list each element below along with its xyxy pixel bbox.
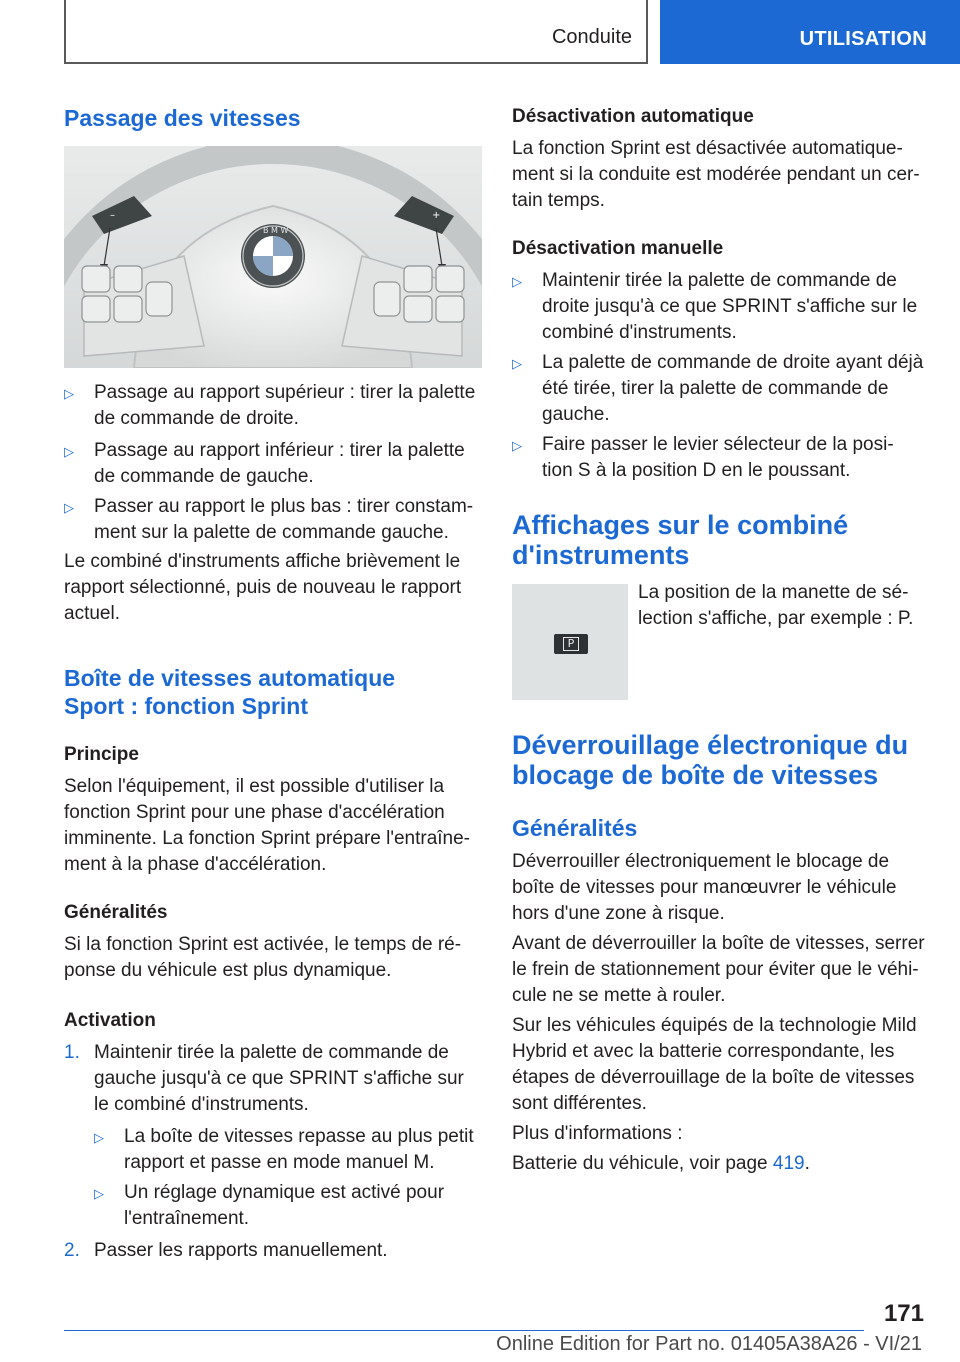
numbered-step: 2. Passer les rapports manuellement. (94, 1238, 482, 1264)
bullet-item: ▷ Passer au rapport le plus bas : tirer constam- ment sur la palette de commande gauche. (64, 496, 474, 543)
triangle-bullet-icon: ▷ (512, 356, 522, 371)
bullet-item: ▷ Faire passer le levier sélecteur de la posi- tion S à la position D en le poussant. (512, 434, 894, 481)
paragraph-gen2: Avant de déverrouiller la boîte de vitesses, serrer le frein de stationnement pour éviter que le véhi- cule ne se mette à rouler. (512, 933, 925, 1006)
paragraph-combine: Le combiné d'instruments affiche brièvement le rapport sélectionné, puis de nouveau le rapport actuel. (64, 551, 462, 624)
title-passage-vitesses: Passage des vitesses (64, 105, 301, 131)
triangle-bullet-icon: ▷ (94, 1130, 104, 1145)
svg-text:–: – (110, 210, 115, 221)
paragraph-generalites: Si la fonction Sprint est activée, le temps de ré- ponse du véhicule est plus dynamique. (64, 934, 462, 981)
gear-letter: P (563, 637, 579, 651)
triangle-bullet-icon: ▷ (94, 1186, 104, 1201)
paragraph-more-info: Plus d'informations : (512, 1123, 683, 1144)
svg-text:B M W: B M W (263, 226, 289, 235)
page-number: 171 (883, 1300, 924, 1327)
heading-generalites-blue: Généralités (512, 815, 638, 841)
heading-activation: Activation (64, 1010, 156, 1031)
triangle-bullet-icon: ▷ (512, 438, 522, 453)
heading-desactivation-auto: Désactivation automatique (512, 106, 754, 127)
footer-divider (64, 1330, 864, 1331)
step-number: 1. (64, 1042, 80, 1063)
gear-indicator (554, 634, 588, 654)
steering-wheel-paddles-image (64, 146, 482, 368)
triangle-bullet-icon: ▷ (64, 500, 74, 515)
paragraph-principe: Selon l'équipement, il est possible d'utiliser la fonction Sprint pour une phase d'accélération imminente. La fonction Sprint prépare l'entraîne- ment à la phase d'accélération. (64, 776, 471, 875)
svg-text:+: + (432, 210, 441, 221)
bullet-item: ▷ Maintenir tirée la palette de commande de droite jusqu'à ce que SPRINT s'affiche sur le combiné d'instruments. (512, 270, 918, 343)
header-chapter: Conduite (551, 26, 632, 48)
bullet-item: ▷ Passage au rapport inférieur : tirer la palette de commande de gauche. (64, 440, 465, 487)
paragraph-gen3: Sur les véhicules équipés de la technologie Mild Hybrid et avec la batterie correspondante, les étapes de déverrouillage de la boîte de vitesses sont différentes. (512, 1015, 917, 1114)
heading-generalites: Généralités (64, 902, 168, 923)
sub-bullet-item: ▷ La boîte de vitesses repasse au plus petit rapport et passe en mode manuel M. (94, 1126, 474, 1173)
step-number: 2. (64, 1240, 80, 1261)
sub-bullet-item: ▷ Un réglage dynamique est activé pour l'entraînement. (94, 1182, 445, 1229)
title-affichages: Affichages sur le combiné d'instruments (512, 510, 849, 570)
header-chapter-box (64, 0, 648, 64)
heading-principe: Principe (64, 744, 139, 765)
title-sport-sprint: Boîte de vitesses automatique Sport : fonction Sprint (64, 665, 396, 719)
heading-desactivation-manuelle: Désactivation manuelle (512, 238, 724, 259)
triangle-bullet-icon: ▷ (512, 274, 522, 289)
numbered-step: 1. Maintenir tirée la palette de commande de gauche jusqu'à ce que SPRINT s'affiche sur le combiné d'instruments. (64, 1042, 464, 1115)
header-section-tab (660, 0, 960, 64)
gear-display-p-image (512, 584, 628, 700)
paragraph-gen1: Déverrouiller électroniquement le blocage de boîte de vitesses pour manœuvrer le véhicule hors d'une zone à risque. (512, 851, 897, 924)
triangle-bullet-icon: ▷ (64, 386, 74, 401)
bullet-item: ▷ Passage au rapport supérieur : tirer la palette de commande de droite. (64, 382, 476, 429)
page-reference: Batterie du véhicule, voir page 419. (512, 1153, 810, 1174)
triangle-bullet-icon: ▷ (64, 444, 74, 459)
footer-edition: Online Edition for Part no. 01405A38A26 - VI/21 (496, 1333, 922, 1355)
bullet-item: ▷ La palette de commande de droite ayant déjà été tirée, tirer la palette de commande de gauche. (512, 352, 924, 425)
page-link[interactable]: 419 (772, 1153, 805, 1174)
title-deverrouillage: Déverrouillage électronique du blocage de boîte de vitesses (512, 730, 909, 790)
header-section-label: UTILISATION (799, 28, 927, 50)
paragraph-desactivation-auto: La fonction Sprint est désactivée automatique- ment si la conduite est modérée pendant un cer- tain temps. (512, 138, 920, 211)
paragraph-affichage: La position de la manette de sé- lection s'affiche, par exemple : P. (638, 582, 914, 629)
